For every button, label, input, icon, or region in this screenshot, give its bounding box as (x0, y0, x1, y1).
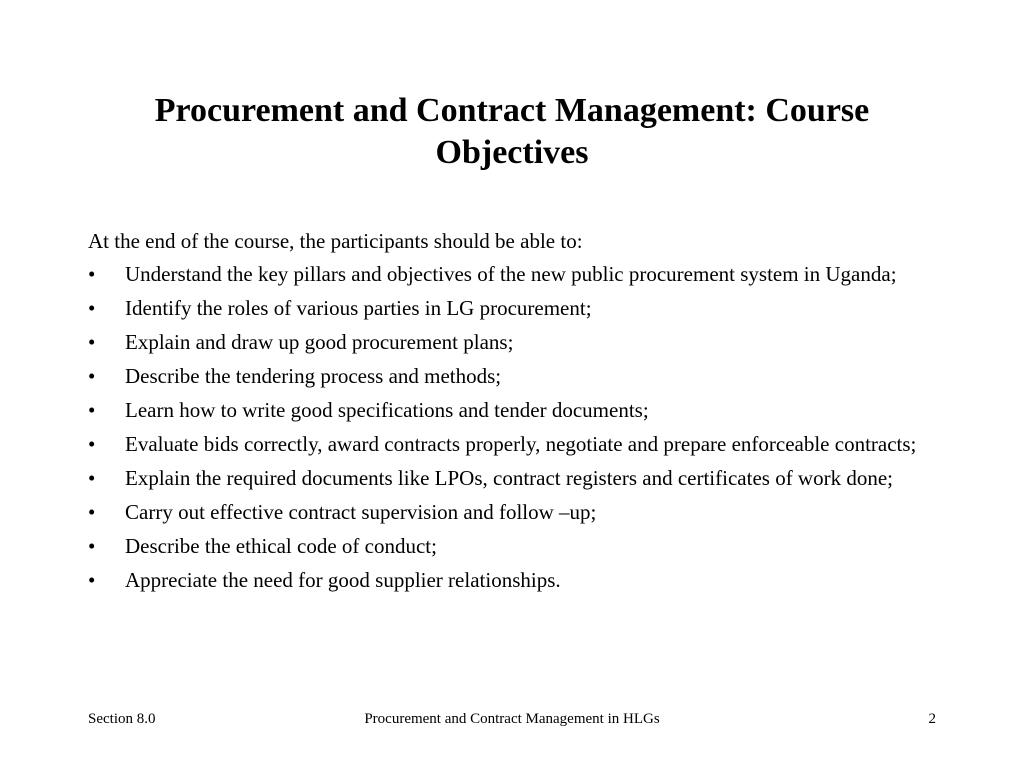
list-item (88, 261, 938, 288)
list-item (88, 567, 938, 594)
intro-text: At the end of the course, the participants should be able to: (88, 229, 583, 253)
bullet-icon: • (88, 432, 96, 456)
slide-title: Procurement and Contract Management: Course Objectives (154, 92, 870, 171)
list-item (88, 295, 938, 322)
list-item-text: Appreciate the need for good supplier relationships. (125, 568, 561, 592)
list-item-text: Identify the roles of various parties in LG procurement; (125, 296, 592, 320)
slide-body (88, 228, 938, 601)
list-item (88, 465, 938, 492)
footer-section-label: Section 8.0 (88, 711, 156, 727)
footer-course-title: Procurement and Contract Management in HLGs (364, 711, 660, 727)
list-item (88, 363, 938, 390)
bullet-icon: • (88, 364, 96, 388)
list-item-text: Describe the tendering process and methods; (125, 364, 502, 388)
list-item-text: Describe the ethical code of conduct; (125, 534, 437, 558)
list-item-text: Carry out effective contract supervision and follow –up; (125, 500, 597, 524)
list-item (88, 329, 938, 356)
page-number: 2 (928, 711, 936, 727)
bullet-icon: • (88, 500, 96, 524)
bullet-icon: • (88, 568, 96, 592)
list-item (88, 431, 938, 458)
bullet-icon: • (88, 466, 96, 490)
bullet-icon: • (88, 330, 96, 354)
list-item-text: Understand the key pillars and objectives of the new public procurement system in Uganda; (125, 262, 897, 286)
list-item (88, 397, 938, 424)
list-item-text: Explain and draw up good procurement plans; (125, 330, 514, 354)
bullet-icon: • (88, 534, 96, 558)
list-item-text: Explain the required documents like LPOs, contract registers and certificates of work done; (125, 466, 893, 490)
list-item (88, 533, 938, 560)
bullet-icon: • (88, 296, 96, 320)
bullet-icon: • (88, 262, 96, 286)
list-item-text: Evaluate bids correctly, award contracts properly, negotiate and prepare enforceable contracts; (125, 432, 917, 456)
objectives-list (88, 261, 938, 594)
list-item-text: Learn how to write good specifications and tender documents; (125, 398, 649, 422)
list-item (88, 499, 938, 526)
bullet-icon: • (88, 398, 96, 422)
